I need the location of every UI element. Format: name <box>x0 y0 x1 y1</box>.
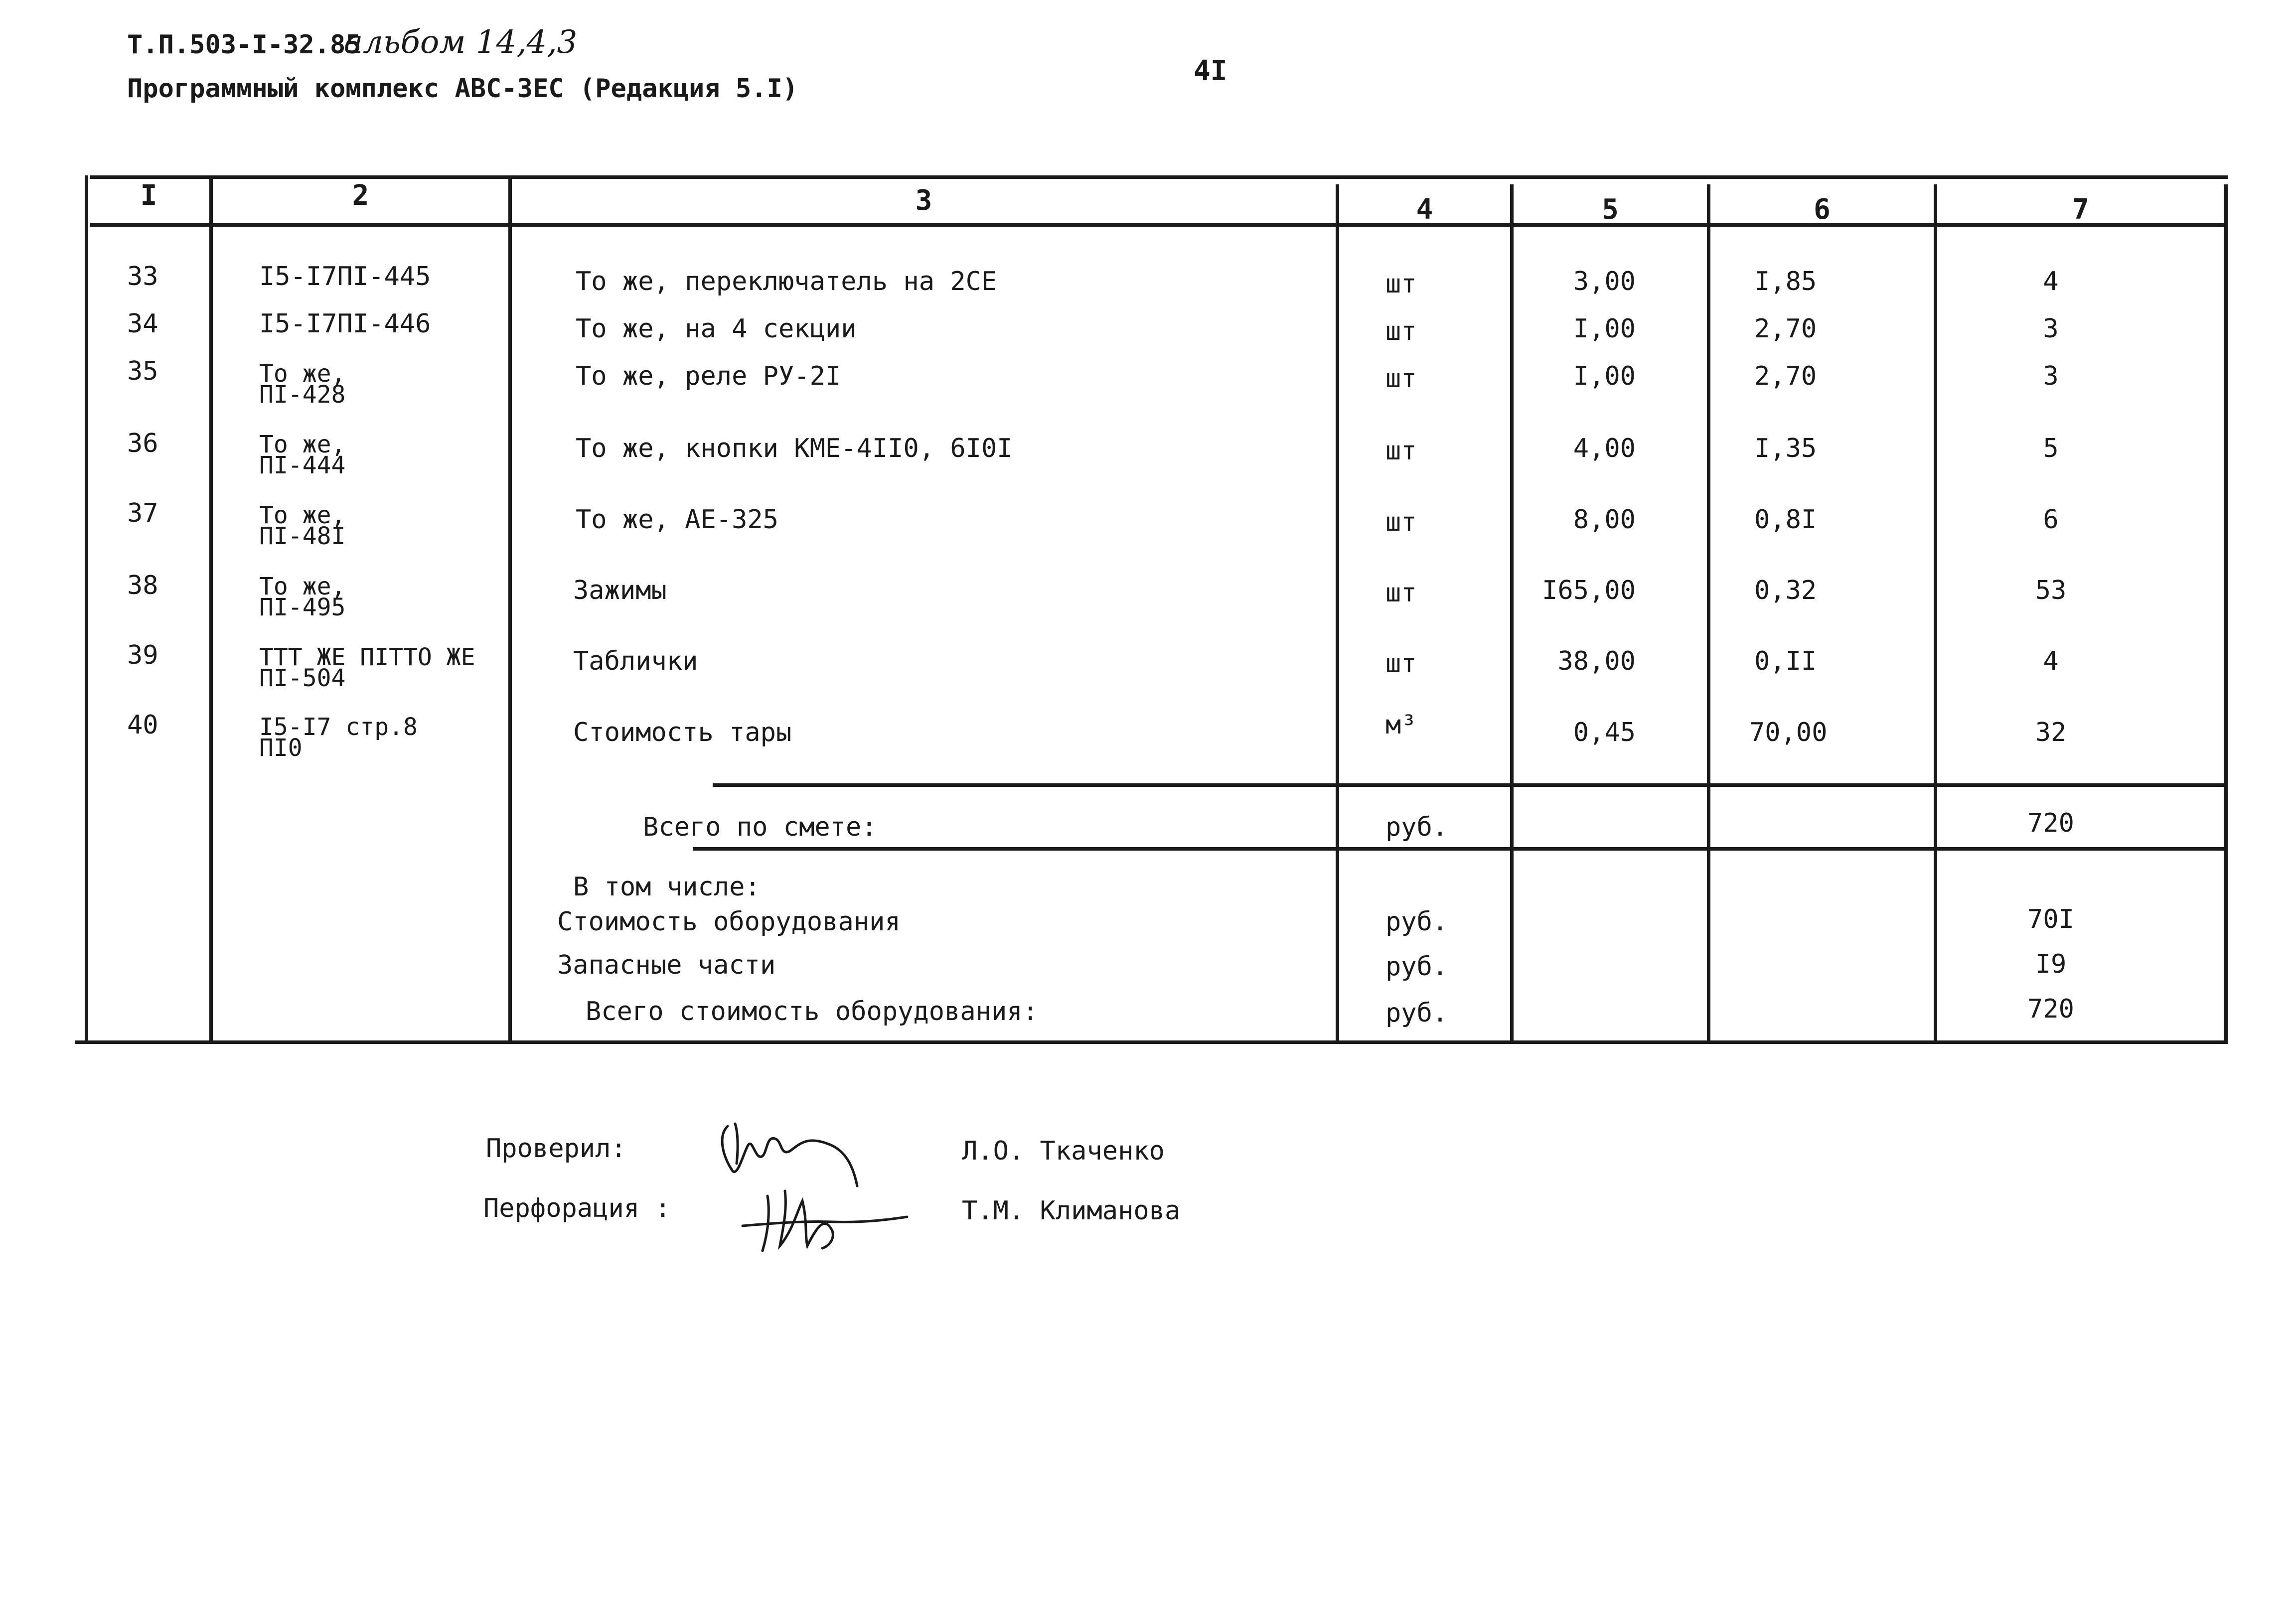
row-qty: 3,00 <box>1573 267 1636 296</box>
row-number: 38 <box>127 571 158 600</box>
row-unit: шт <box>1385 507 1417 537</box>
page-number: 4I <box>1194 55 1227 87</box>
row-code: То же, <box>259 501 346 529</box>
row-name: То же, на 4 секции <box>576 314 857 344</box>
row-qty: I,00 <box>1573 361 1636 391</box>
row-price: 0,II <box>1754 646 1817 676</box>
col-header-2: 2 <box>352 179 369 212</box>
row-code-ref: ПI-495 <box>259 593 346 621</box>
breakdown-intro: В том числе: <box>573 872 761 902</box>
row-unit: шт <box>1385 364 1417 394</box>
row-code-ref: ПI0 <box>259 734 303 762</box>
album-note: альбом 14,4,3 <box>344 24 578 61</box>
row-name: То же, кнопки КМЕ-4II0, 6I0I <box>576 434 1013 463</box>
row-code: То же, <box>259 573 346 600</box>
row-price: 0,32 <box>1754 576 1817 605</box>
row-price: 2,70 <box>1754 314 1817 344</box>
row-price: 0,8I <box>1754 505 1817 535</box>
table-border-right <box>2224 184 2228 1044</box>
row-name: Зажимы <box>573 576 667 605</box>
col-divider-5 <box>1707 184 1710 1044</box>
document-code: Т.П.503-I-32.85 <box>127 30 361 60</box>
perforation-name: Т.М. Климанова <box>962 1196 1181 1226</box>
row-qty: I,00 <box>1573 314 1636 344</box>
row-price: I,35 <box>1754 434 1817 463</box>
table-border-bottom <box>75 1040 2228 1044</box>
row-total: 53 <box>2035 576 2067 605</box>
col-header-5: 5 <box>1602 193 1619 226</box>
col-divider-3 <box>1336 184 1339 1044</box>
breakdown-unit: руб. <box>1385 998 1448 1028</box>
col-divider-1 <box>209 175 213 1044</box>
row-total: 3 <box>2043 314 2059 344</box>
col-header-6: 6 <box>1814 193 1831 226</box>
col-divider-4 <box>1510 184 1514 1044</box>
breakdown-label: Стоимость оборудования <box>557 907 901 937</box>
table-total-top-line <box>713 783 2228 787</box>
program-title: Программный комплекс АВС-3ЕС (Редакция 5.I) <box>127 74 798 104</box>
row-number: 35 <box>127 356 158 386</box>
row-number: 37 <box>127 498 158 528</box>
row-total: 32 <box>2035 718 2067 747</box>
row-price: 2,70 <box>1754 361 1817 391</box>
breakdown-label: Всего стоимость оборудования: <box>586 997 1038 1027</box>
row-number: 33 <box>127 262 158 292</box>
row-unit: шт <box>1385 436 1417 466</box>
signature-perforation-icon <box>733 1176 912 1261</box>
breakdown-value: 70I <box>2027 904 2074 934</box>
breakdown-unit: руб. <box>1385 907 1448 937</box>
row-code-ref: ПI-428 <box>259 381 346 409</box>
row-total: 3 <box>2043 361 2059 391</box>
row-code-ref: ПI-504 <box>259 664 346 692</box>
row-number: 40 <box>127 710 158 740</box>
checked-by-label: Проверил: <box>486 1134 626 1164</box>
row-code: I5-I7ПI-446 <box>259 309 431 339</box>
row-number: 34 <box>127 309 158 339</box>
row-code: I5-I7 стр.8 <box>259 713 418 741</box>
col-header-4: 4 <box>1416 193 1433 226</box>
row-code-ref: ПI-444 <box>259 451 346 479</box>
row-price: I,85 <box>1754 267 1817 296</box>
col-divider-6 <box>1934 184 1937 1044</box>
row-qty: 38,00 <box>1557 646 1636 676</box>
row-qty: I65,00 <box>1542 576 1636 605</box>
row-name: То же, АЕ-325 <box>576 505 778 535</box>
row-name: То же, реле РУ-2I <box>576 361 841 391</box>
row-unit: шт <box>1385 316 1417 346</box>
row-price: 70,00 <box>1749 718 1828 747</box>
row-code: То же, <box>259 431 346 458</box>
perforation-label: Перфорация : <box>483 1193 671 1223</box>
row-unit: шт <box>1385 578 1417 608</box>
table-total-bottom-line <box>693 847 2228 851</box>
row-unit: м³ <box>1385 710 1417 740</box>
row-code: I5-I7ПI-445 <box>259 262 431 292</box>
row-code-ref: ПI-48I <box>259 522 346 550</box>
breakdown-unit: руб. <box>1385 952 1448 982</box>
breakdown-label: Запасные части <box>557 950 776 980</box>
total-value: 720 <box>2027 808 2074 838</box>
row-qty: 8,00 <box>1573 505 1636 535</box>
row-total: 5 <box>2043 434 2059 463</box>
total-unit: руб. <box>1385 812 1448 842</box>
checked-by-name: Л.О. Ткаченко <box>962 1136 1165 1166</box>
table-border-top <box>90 175 2228 179</box>
col-divider-2 <box>508 175 512 1044</box>
col-header-7: 7 <box>2072 193 2089 226</box>
row-total: 4 <box>2043 267 2059 296</box>
row-name: Таблички <box>573 646 698 676</box>
row-unit: шт <box>1385 649 1417 679</box>
row-number: 39 <box>127 640 158 670</box>
row-total: 4 <box>2043 646 2059 676</box>
row-unit: шт <box>1385 269 1417 299</box>
row-total: 6 <box>2043 505 2059 535</box>
row-number: 36 <box>127 429 158 458</box>
row-qty: 0,45 <box>1573 718 1636 747</box>
breakdown-value: 720 <box>2027 994 2074 1024</box>
col-header-1: I <box>140 179 157 212</box>
row-code: ТТТ ЖЕ ПIТТО ЖЕ <box>259 643 475 671</box>
row-qty: 4,00 <box>1573 434 1636 463</box>
row-name: Стоимость тары <box>573 718 792 747</box>
table-border-left <box>85 175 88 1044</box>
breakdown-value: I9 <box>2035 949 2067 979</box>
row-name: То же, переключатель на 2СЕ <box>576 267 997 296</box>
row-code: То же, <box>259 360 346 388</box>
col-header-3: 3 <box>915 184 932 217</box>
total-label: Всего по смете: <box>643 812 877 842</box>
